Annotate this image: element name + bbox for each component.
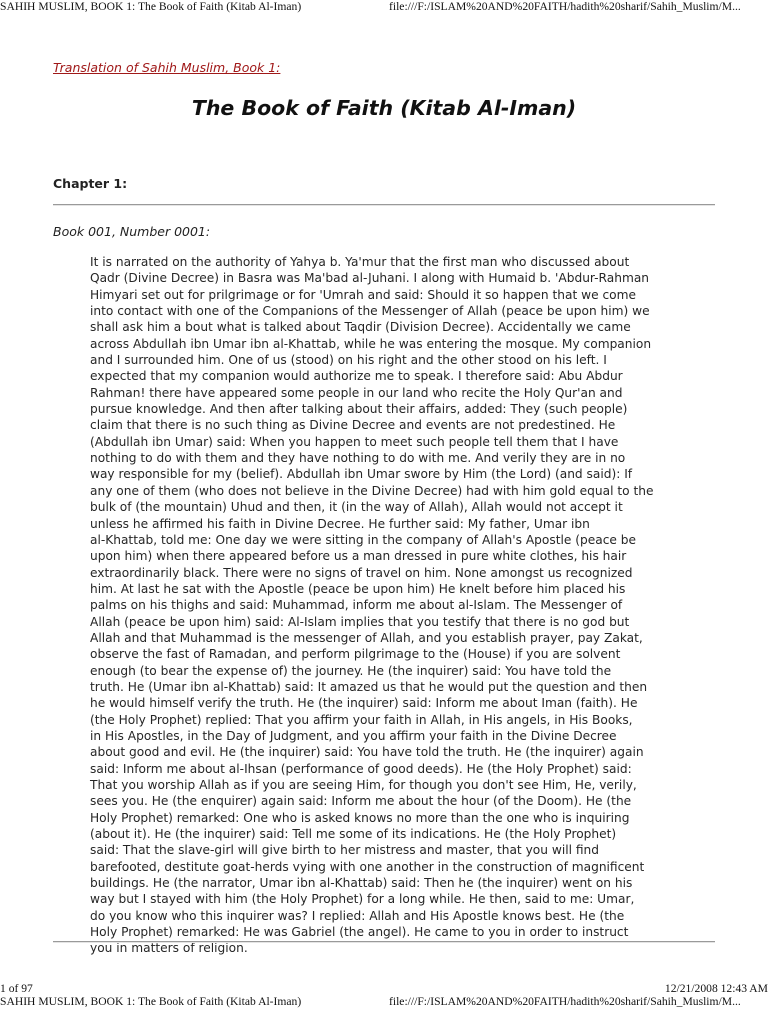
text-line: sees you. He (the enquirer) again said: Inform me about the hour (of the Doom). He (the (90, 794, 632, 809)
chapter-heading: Chapter 1: (53, 176, 128, 191)
text-line: and I surrounded him. One of us (stood) on his right and the other stood on his left. I (90, 353, 607, 368)
text-line: truth. He (Umar ibn al-Khattab) said: It amazed us that he would put the question and then (90, 679, 648, 694)
footer-page-count: 1 of 97 (0, 982, 33, 995)
text-line: buildings. He (the narrator, Umar ibn al-Khattab) said: Then he (the inquirer) went on his (90, 876, 633, 891)
text-line: That you worship Allah as if you are seeing Him, for though you don't see Him, He, verily, (90, 778, 637, 792)
text-line: enough (to bear the expense of) the journey. He (the inquirer) said: You have told the (90, 663, 612, 678)
text-line: him. At last he sat with the Apostle (peace be upon him) He knelt before him placed his (90, 581, 626, 596)
text-line: Rahman! there have appeared some people in our land who recite the Holy Qur'an and (90, 385, 623, 400)
text-line: across Abdullah ibn Umar ibn al-Khattab, while he was entering the mosque. My companion (90, 336, 652, 351)
text-line: pursue knowledge. And then after talking about their affairs, added: They (such people) (90, 402, 628, 417)
footer-file-url: file:///F:/ISLAM%20AND%20FAITH/hadith%20sharif/Sahih_Muslim/M... (389, 995, 741, 1008)
text-line: It is narrated on the authority of Yahya b. Ya'mur that the first man who discussed about (90, 255, 630, 269)
text-line: way but I stayed with him (the Holy Prophet) for a long while. He then, said to me: Umar, (90, 892, 635, 907)
text-line: about good and evil. He (the inquirer) said: You have told the truth. He (the inquirer) again (90, 745, 644, 760)
footer-datetime: 12/21/2008 12:43 AM (664, 982, 768, 995)
text-line: barefooted, destitute goat-herds vying with one another in the construction of magnificent (90, 859, 645, 874)
text-line: observe the fast of Ramadan, and perform pilgrimage to the (House) if you are solvent (90, 647, 621, 662)
text-line: (the Holy Prophet) replied: That you affirm your faith in Allah, in His angels, in His Books, (90, 712, 633, 727)
text-line: do you know who this inquirer was? I replied: Allah and His Apostle knows best. He (the (90, 908, 625, 923)
text-line: unless he affirmed his faith in Divine Decree. He further said: My father, Umar ibn (90, 516, 590, 531)
text-line: into contact with one of the Companions of the Messenger of Allah (peace be upon him) we (90, 304, 650, 319)
text-line: extraordinarily black. There were no signs of travel on him. None amongst us recognized (90, 565, 633, 580)
text-line: bulk of (the mountain) Uhud and then, it (in the way of Allah), Allah would not accept it (90, 500, 623, 515)
text-line: Holy Prophet) remarked: One who is asked knows no more than the one who is inquiring (90, 810, 630, 825)
header-file-url: file:///F:/ISLAM%20AND%20FAITH/hadith%20sharif/Sahih_Muslim/M... (389, 0, 741, 13)
breadcrumb-link[interactable]: Translation of Sahih Muslim, Book 1: (53, 60, 281, 75)
text-line: upon him) when there appeared before us a man dressed in pure white clothes, his hair (90, 549, 627, 564)
text-line: Allah and that Muhammad is the messenger of Allah, and you establish prayer, pay Zakat, (90, 630, 643, 645)
text-line: you in matters of religion. (90, 941, 248, 956)
text-line: way responsible for my (belief). Abdullah ibn Umar swore by Him (the Lord) (and said): If (90, 467, 633, 482)
text-line: expected that my companion would authorize me to speak. I therefore said: Abu Abdur (90, 369, 623, 384)
text-line: any one of them (who does not believe in the Divine Decree) had with him gold equal to the (90, 483, 654, 498)
text-line: (Abdullah ibn Umar) said: When you happen to meet such people tell them that I have (90, 434, 619, 449)
text-line: shall ask him a bout what is talked about Taqdir (Division Decree). Accidentally we came (90, 320, 631, 335)
hadith-reference: Book 001, Number 0001: (53, 224, 211, 239)
text-line: in His Apostles, in the Day of Judgment, and you affirm your faith in the Divine Decree (90, 728, 617, 743)
hadith-text (90, 254, 716, 957)
text-line: (about it). He (the inquirer) said: Tell me some of its indications. He (the Holy Prophet) (90, 827, 617, 842)
text-line: Holy Prophet) remarked: He was Gabriel (the angel). He came to you in order to instruct (90, 925, 629, 940)
text-line: Qadr (Divine Decree) in Basra was Ma'bad al-Juhani. I along with Humaid b. 'Abdur-Rahman (90, 271, 650, 286)
text-line: Allah (peace be upon him) said: Al-Islam implies that you testify that there is no god but (90, 614, 630, 629)
text-line: he would himself verify the truth. He (the inquirer) said: Inform me about Iman (faith). He (90, 696, 638, 711)
page-title: The Book of Faith (Kitab Al-Iman) (191, 96, 577, 120)
text-line: Himyari set out for prilgrimage or for 'Umrah and said: Should it so happen that we come (90, 287, 636, 302)
top-divider (53, 204, 715, 206)
footer-page-title: SAHIH MUSLIM, BOOK 1: The Book of Faith (Kitab Al-Iman) (0, 995, 302, 1008)
text-line: said: That the slave-girl will give birth to her mistress and master, that you will find (90, 843, 599, 858)
text-line: al-Khattab, told me: One day we were sitting in the company of Allah's Apostle (peace be (90, 532, 637, 547)
header-page-title: SAHIH MUSLIM, BOOK 1: The Book of Faith (Kitab Al-Iman) (0, 0, 302, 13)
bottom-divider (53, 941, 715, 943)
text-line: said: Inform me about al-Ihsan (performance of good deeds). He (the Holy Prophet) said: (90, 761, 632, 776)
text-line: palms on his thighs and said: Muhammad, inform me about al-Islam. The Messenger of (90, 598, 623, 613)
text-line: claim that there is no such thing as Divine Decree and events are not predestined. He (90, 418, 616, 433)
text-line: nothing to do with them and they have nothing to do with me. And verily they are in no (90, 451, 626, 466)
